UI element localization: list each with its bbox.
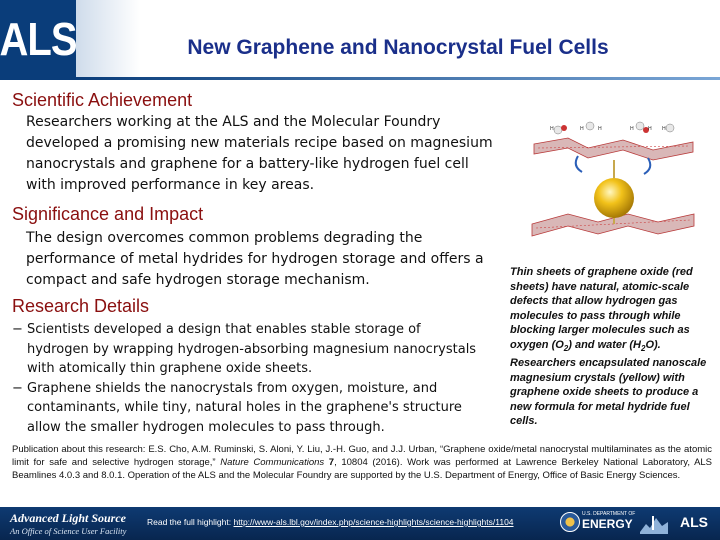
footer <box>0 507 720 540</box>
doe-seal-icon <box>560 512 580 532</box>
caption-subscript: 2 <box>640 343 646 353</box>
footer-org-subtitle: An Office of Science User Facility <box>10 526 127 536</box>
graphene-nanocrystal-illustration <box>528 118 698 258</box>
molecule-labels <box>540 126 700 138</box>
magnesium-nanocrystal <box>594 178 634 218</box>
bullet-dash-icon: − <box>12 322 23 337</box>
molecule-label: H <box>648 126 652 132</box>
bullet-text: Graphene shields the nanocrystals from oxygen, moisture, and contaminants, while tiny, natural holes in the graphene's structure allow the smaller hydrogen molecules to pass through. <box>27 380 462 435</box>
figure-caption <box>510 265 710 429</box>
graphene-sheet-top <box>534 138 693 160</box>
caption-text: ) and water (H <box>568 338 641 351</box>
publication-lead: Publication about this research: E.S. Cho, A.M. Ruminski, S. Aloni, Y. Liu, J.-H. Guo, and J.J. Urban, “Graphene oxide/metal nanocrystal multilaminates as the atomic limit for safe and selective hydrogen storage,” <box>12 444 712 468</box>
molecule-label: H <box>580 126 584 132</box>
doe-energy-text: ENERGY <box>582 517 633 531</box>
molecule-label: H <box>550 126 554 132</box>
list-item <box>12 379 482 438</box>
heading-significance-impact: Significance and Impact <box>12 204 204 224</box>
header-divider <box>76 77 720 80</box>
footer-link-row <box>147 517 514 527</box>
heading-research-details: Research Details <box>12 296 150 316</box>
heading-scientific-achievement: Scientific Achievement <box>12 90 193 110</box>
list-item <box>12 320 482 379</box>
bullet-dash-icon: − <box>12 380 23 396</box>
molecule-label: H <box>598 126 602 132</box>
caption-text: O). Researchers encapsulated nanoscale magnesium crystals (yellow) with graphene oxide sheets to produce a new formula for metal hydride fuel cells. <box>510 338 707 428</box>
publication-journal: Nature Communications <box>220 457 325 468</box>
publication-volume: 7 <box>328 457 335 468</box>
page-title: New Graphene and Nanocrystal Fuel Cells <box>187 36 609 59</box>
caption-subscript: 2 <box>563 343 569 353</box>
caption-text: Thin sheets of graphene oxide (red sheets) have natural, atomic-scale defects that allow hydrogen gas molecules to pass through while blocking larger molecules such as oxygen (O <box>510 266 693 351</box>
footer-als-logo[interactable]: ALS <box>680 514 708 530</box>
achievement-text: Researchers working at the ALS and the Molecular Foundry developed a promising new materials recipe based on magnesium nanocrystals and graphene for a battery-like hydrogen fuel cell with improved performance in key areas. <box>26 114 493 193</box>
bullet-text: Scientists developed a design that enables stable storage of hydrogen by wrapping hydrogen-absorbing magnesium nanocrystals with atomically thin graphene oxide sheets. <box>27 322 477 376</box>
publication-reference <box>12 443 712 482</box>
header <box>0 0 720 80</box>
significance-text: The design overcomes common problems degrading the performance of metal hydrides for hydrogen storage and offers a compact and safe hydrogen storage mechanism. <box>26 230 484 288</box>
full-highlight-link[interactable]: http://www-als.lbl.gov/index.php/science-highlights/science-highlights/1104 <box>233 517 514 527</box>
molecule-label: H <box>662 126 666 132</box>
berkeley-lab-logo-icon[interactable] <box>638 512 670 536</box>
doe-small-text: U.S. DEPARTMENT OF <box>582 511 636 517</box>
publication-rest: , 10804 (2016). Work was performed at Lawrence Berkeley National Laboratory, ALS Beamlines 4.0.3 and 8.0.1. Operation of the ALS and the Molecular Foundry are supported by the U.S. Department of Energy, Office of Basic Energy Sciences. <box>12 457 713 481</box>
research-details-list <box>12 320 482 437</box>
molecule-label: H <box>630 126 634 132</box>
doe-energy-logo[interactable] <box>560 511 636 536</box>
als-logo-text: ALS <box>0 14 77 65</box>
als-logo[interactable] <box>0 0 76 80</box>
footer-link-label: Read the full highlight: <box>147 517 232 527</box>
footer-org-name: Advanced Light Source <box>10 511 126 525</box>
